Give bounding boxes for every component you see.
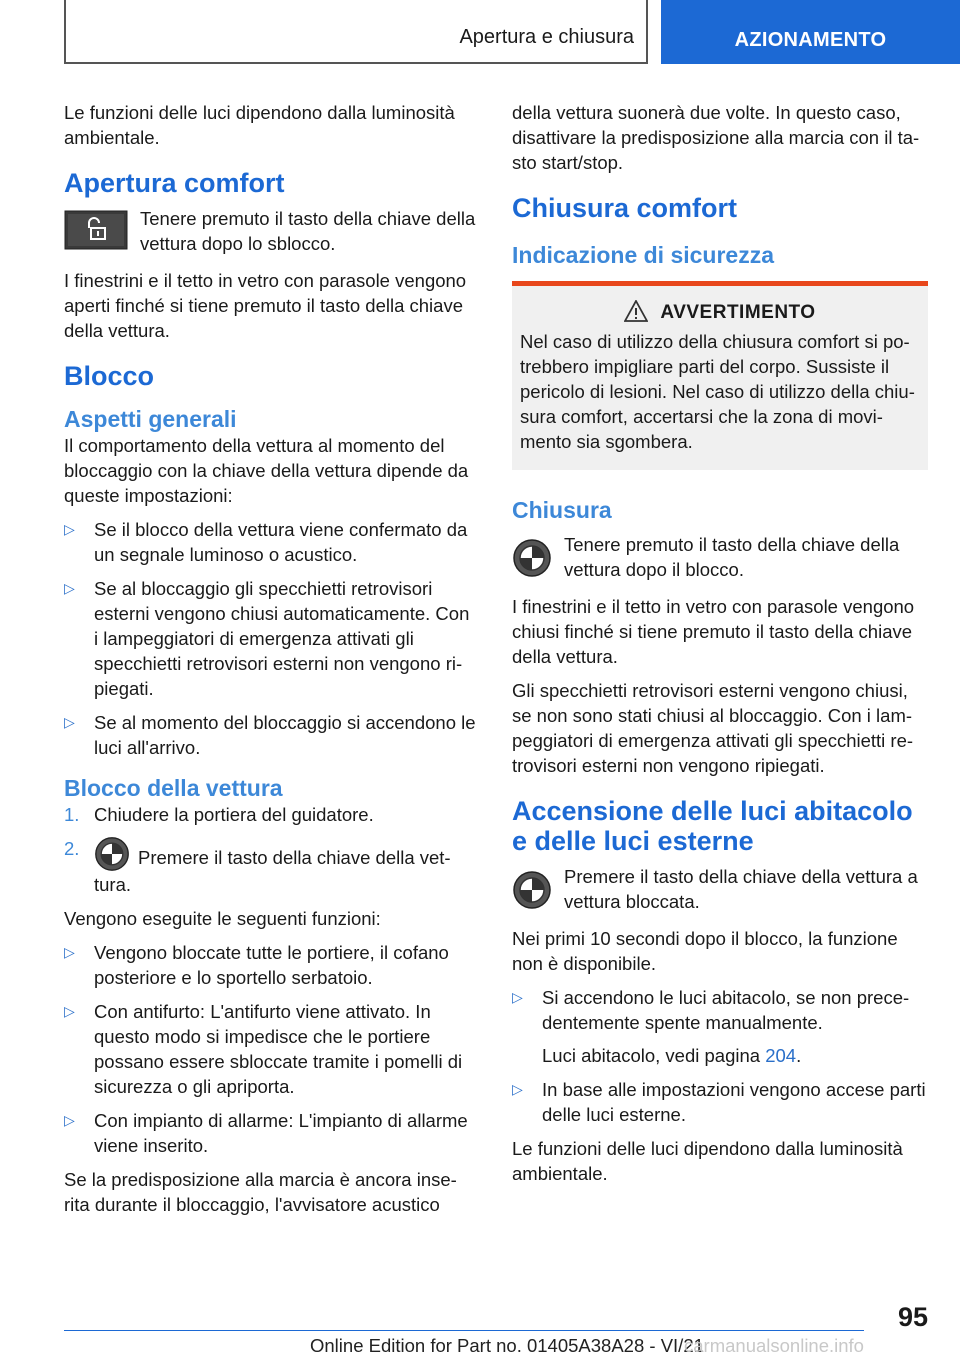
funzioni-list (64, 940, 478, 1158)
header-chapter-tab[interactable]: AZIONAMENTO (661, 0, 960, 64)
list-item: ▷ In base alle impostazioni vengono accese parti delle luci esterne. (512, 1079, 926, 1125)
triangle-bullet-icon: ▷ (512, 1081, 523, 1097)
triangle-bullet-icon: ▷ (64, 521, 75, 537)
right-column (512, 100, 928, 1195)
closing-paragraph: Se la predisposizione alla marcia è ancora inse-rita durante il bloccaggio, l'avvisatore acustico (64, 1169, 457, 1215)
step-item: 1. Chiudere la portiera del guidatore. (64, 804, 374, 825)
watermark: carmanualsonline.info (684, 1335, 864, 1356)
header-section-title: Apertura e chiusura (459, 26, 634, 48)
page-link[interactable]: 204 (765, 1045, 797, 1066)
apertura-icon-text: Tenere premuto il tasto della chiave della vettura dopo lo sblocco. (140, 208, 476, 254)
accensione-paragraph: Nei primi 10 secondi dopo il blocco, la funzione non è disponibile. (512, 928, 898, 974)
apertura-icon-row (64, 206, 478, 256)
footer-divider (64, 1330, 864, 1331)
heading-indicazione-sicurezza: Indicazione di sicurezza (512, 242, 775, 268)
continued-paragraph: della vettura suonerà due volte. In questo caso, disattivare la predisposizione alla marcia con il ta-sto start/stop. (512, 102, 920, 173)
list-item: ▷ Se al bloccaggio gli specchietti retrovisori esterni vengono chiusi automaticamente. Con i lampeggiatori di emergenza attivati gli specchietti retrovisori esterni non vengono ri-piegati. (64, 578, 470, 699)
intro-paragraph: Le funzioni delle luci dipendono dalla luminosità ambientale. (64, 102, 455, 148)
key-round-button-icon (512, 870, 552, 910)
step-item: 2. Premere il tasto della chiave della vet-tura. (64, 838, 451, 895)
heading-aspetti-generali: Aspetti generali (64, 406, 237, 432)
triangle-bullet-icon: ▷ (64, 580, 75, 596)
chiusura-paragraph-1: I finestrini e il tetto in vetro con parasole vengono chiusi finché si tiene premuto il tasto della chiave della vettura. (512, 596, 915, 667)
warning-title: AVVERTIMENTO (520, 300, 920, 325)
chiusura-icon-text: Tenere premuto il tasto della chiave della vettura dopo il blocco. (564, 534, 900, 580)
steps-list (64, 802, 478, 897)
chiusura-icon-row (512, 532, 928, 582)
heading-blocco: Blocco (64, 361, 155, 391)
key-round-button-icon (94, 836, 130, 872)
warning-text: Nel caso di utilizzo della chiusura comfort si po-trebbero impigliare parti del corpo. Sussiste il pericolo di lesioni. Nel caso di utilizzo della chiu-sura comfort, accertarsi che la zona di movi-mento sia sgombera. (520, 331, 915, 452)
triangle-bullet-icon: ▷ (64, 714, 75, 730)
warning-triangle-icon (624, 300, 648, 322)
final-paragraph: Le funzioni delle luci dipendono dalla luminosità ambientale. (512, 1138, 903, 1184)
warning-box (512, 286, 928, 470)
page-number: 95 (897, 1302, 928, 1332)
unlock-button-icon (64, 210, 128, 250)
list-item: ▷ Vengono bloccate tutte le portiere, il cofano posteriore e lo sportello serbatoio. (64, 942, 449, 988)
accensione-icon-row (512, 864, 928, 914)
triangle-bullet-icon: ▷ (64, 1112, 75, 1128)
funzioni-paragraph: Vengono eseguite le seguenti funzioni: (64, 908, 381, 929)
heading-blocco-vettura: Blocco della vettura (64, 775, 283, 801)
aspetti-paragraph: Il comportamento della vettura al momento del bloccaggio con la chiave della vettura dipende da queste impostazioni: (64, 435, 469, 506)
key-round-button-icon (512, 538, 552, 578)
heading-apertura-comfort: Apertura comfort (64, 168, 285, 198)
apertura-paragraph: I finestrini e il tetto in vetro con parasole vengono aperti finché si tiene premuto il tasto della chiave della vettura. (64, 270, 467, 341)
footer-edition: Online Edition for Part no. 01405A38A28 - VI/21 (310, 1335, 704, 1356)
list-item: ▷ Con antifurto: L'antifurto viene attivato. In questo modo si impedisce che le portiere possano essere sbloccate tramite i pomelli di sicurezza o gli apriporta. (64, 1001, 463, 1097)
left-column (64, 100, 478, 1226)
accensione-list (512, 985, 928, 1127)
heading-chiusura: Chiusura (512, 497, 612, 523)
list-item: ▷ Se il blocco della vettura viene confermato da un segnale luminoso o acustico. (64, 519, 468, 565)
heading-chiusura-comfort: Chiusura comfort (512, 193, 738, 223)
list-item: ▷ Se al momento del bloccaggio si accendono le luci all'arrivo. (64, 712, 476, 758)
chiusura-paragraph-2: Gli specchietti retrovisori esterni vengono chiusi, se non sono stati chiusi al bloccaggio. Con i lam-peggiatori di emergenza attivati gli specchietti re-trovisori esterni non vengono ripiegati. (512, 680, 914, 776)
page-reference: Luci abitacolo, vedi pagina 204. (542, 1045, 802, 1066)
triangle-bullet-icon: ▷ (64, 944, 75, 960)
triangle-bullet-icon: ▷ (64, 1003, 75, 1019)
heading-accensione: Accensione delle luci abitacolo e delle luci esterne (512, 796, 913, 856)
list-item: ▷ Si accendono le luci abitacolo, se non prece-dentemente spente manualmente. Luci abitacolo, vedi pagina 204. (512, 985, 928, 1068)
aspetti-list (64, 517, 478, 760)
triangle-bullet-icon: ▷ (512, 989, 523, 1005)
accensione-icon-text: Premere il tasto della chiave della vettura a vettura bloccata. (564, 866, 918, 912)
list-item: ▷ Con impianto di allarme: L'impianto di allarme viene inserito. (64, 1110, 468, 1156)
